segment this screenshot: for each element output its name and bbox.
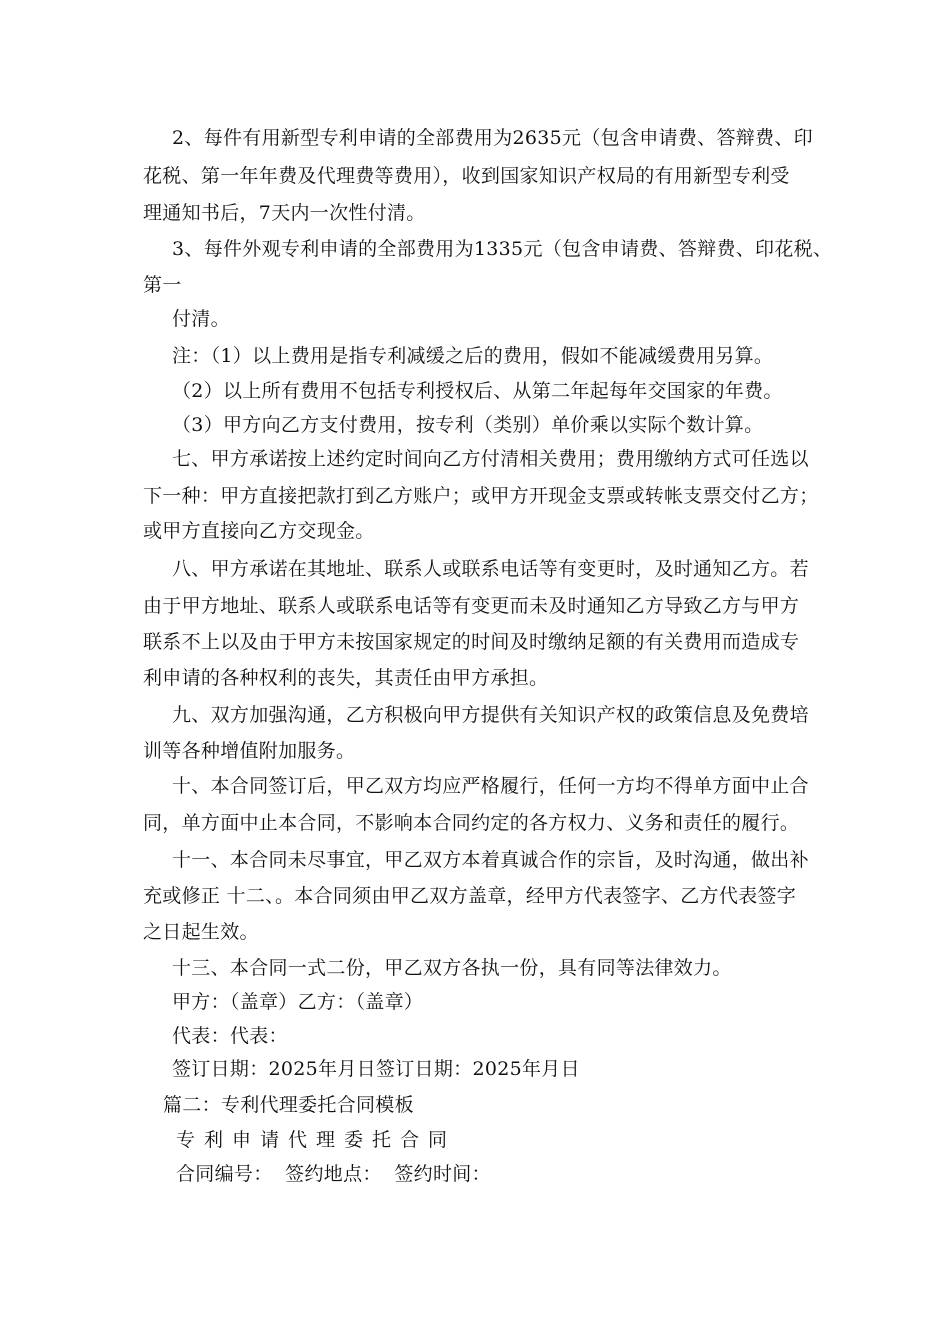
clause-9-line-2: 训等各种增值附加服务。 [143, 740, 356, 762]
clause-10-line-2: 同，单方面中止本合同，不影响本合同约定的各方权力、义务和责任的履行。 [143, 812, 800, 834]
contract-title: 专利申请代理委托合同 [176, 1129, 457, 1151]
clause-7-line-2: 下一种：甲方直接把款打到乙方账户；或甲方开现金支票或转帐支票交付乙方； [143, 485, 819, 507]
note-2: （2）以上所有费用不包括专利授权后、从第二年起每年交国家的年费。 [172, 380, 783, 402]
clause-7-line-1: 七、甲方承诺按上述约定时间向乙方付清相关费用；费用缴纳方式可任选以 [172, 448, 809, 470]
representatives: 代表：代表： [172, 1025, 288, 1047]
clause-7-line-3: 或甲方直接向乙方交现金。 [143, 520, 375, 542]
party-seals: 甲方：（盖章）乙方：（盖章） [172, 991, 424, 1013]
clause-11-line-2: 充或修正 十二、。本合同须由甲乙双方盖章，经甲方代表签字、乙方代表签字 [143, 885, 797, 907]
fee-design-line-1: 3、每件外观专利申请的全部费用为1335元（包含申请费、答辩费、印花税、 [172, 238, 833, 260]
clause-8-line-3: 联系不上以及由于甲方未按国家规定的时间及时缴纳足额的有关费用而造成专 [143, 631, 800, 653]
note-1: 注：（1）以上费用是指专利减缓之后的费用，假如不能减缓费用另算。 [172, 345, 774, 367]
clause-8-line-2: 由于甲方地址、联系人或联系电话等有变更而未及时通知乙方导致乙方与甲方 [143, 595, 800, 617]
fee-utility-model-line-2: 花税、第一年年费及代理费等费用），收到国家知识产权局的有用新型专利受 [143, 165, 790, 187]
section-2-title: 篇二：专利代理委托合同模板 [163, 1094, 414, 1116]
fee-utility-model-line-1: 2、每件有用新型专利申请的全部费用为2635元（包含申请费、答辩费、印 [172, 127, 813, 149]
clause-10-line-1: 十、本合同签订后，甲乙双方均应严格履行，任何一方均不得单方面中止合 [172, 775, 809, 797]
fee-design-line-3: 付清。 [172, 308, 230, 330]
clause-13: 十三、本合同一式二份，甲乙双方各执一份，具有同等法律效力。 [172, 957, 732, 979]
contract-meta: 合同编号： 签约地点： 签约时间： [176, 1163, 491, 1185]
clause-11-line-1: 十一、本合同未尽事宜，甲乙双方本着真诚合作的宗旨，及时沟通，做出补 [172, 849, 809, 871]
fee-utility-model-line-3: 理通知书后，7天内一次性付清。 [143, 202, 426, 224]
clause-11-line-3: 之日起生效。 [143, 921, 259, 943]
signing-dates: 签订日期：2025年月日签订日期：2025年月日 [172, 1058, 580, 1080]
clause-8-line-1: 八、甲方承诺在其地址、联系人或联系电话等有变更时，及时通知乙方。若 [172, 558, 809, 580]
fee-design-line-2: 第一 [143, 274, 182, 296]
clause-9-line-1: 九、双方加强沟通，乙方积极向甲方提供有关知识产权的政策信息及免费培 [172, 704, 809, 726]
note-3: （3）甲方向乙方支付费用，按专利（类别）单价乘以实际个数计算。 [172, 414, 764, 436]
clause-8-line-4: 利申请的各种权利的丧失，其责任由甲方承担。 [143, 667, 549, 689]
